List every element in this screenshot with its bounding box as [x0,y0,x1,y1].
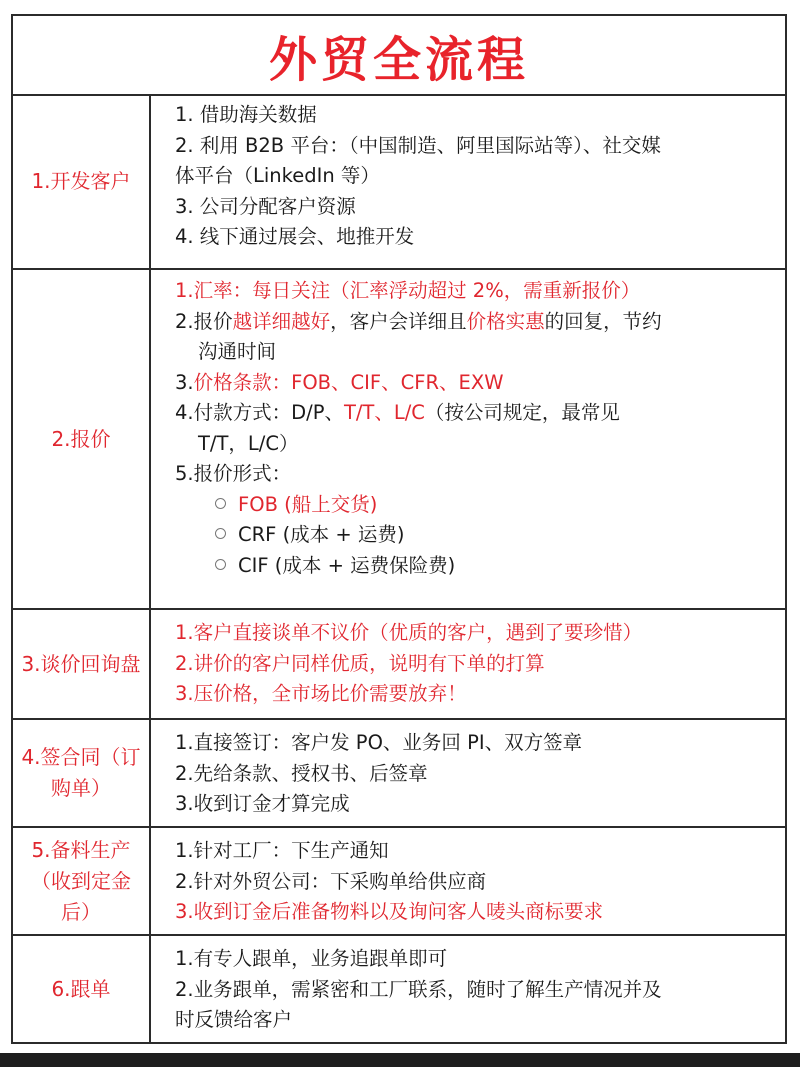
sub-item [175,490,775,521]
list-item: 5.报价形式： [175,462,292,485]
row-develop-customers [13,94,785,270]
row-content [151,828,785,934]
row-content [151,610,785,718]
text: （按公司规定，最常见 [424,401,620,424]
list-item-continuation: 沟通时间 [198,340,277,363]
highlight-text: T/T、L/C [343,401,425,424]
row-content [151,270,785,608]
sub-item-text: FOB (船上交货) [238,492,378,516]
row-label: 6.跟单 [13,936,151,1042]
list-item: 2. 利用 B2B 平台：（中国制造、阿里国际站等）、社交媒 [175,133,661,157]
list-item [175,368,775,399]
list-item [175,307,775,338]
page-title: 外贸全流程 [268,31,529,88]
highlight-text: 价格条款：FOB、CIF、CFR、EXW [193,370,504,394]
bottom-bar [0,1053,800,1067]
list-item: 3.收到订金才算完成 [175,792,350,815]
list-item: 2.业务跟单，需紧密和工厂联系，随时了解生产情况并及 [175,977,662,1001]
row-label: 2.报价 [13,270,151,608]
list-item: 1.直接签订：客户发 PO、业务回 PI、双方签章 [175,731,583,754]
list-item: 3.压价格，全市场比价需要放弃！ [175,682,467,705]
list-item [175,398,775,429]
sub-item-text: CIF (成本 + 运费保险费) [238,553,456,577]
row-content [151,936,785,1042]
list-item: 3.收到订金后准备物料以及询问客人唛头商标要求 [175,900,604,923]
row-label: 5.备料生产（收到定金后） [13,828,151,934]
list-item: 2.针对外贸公司：下采购单给供应商 [175,869,487,893]
circle-bullet-icon [215,498,226,509]
list-item: 3. 公司分配客户资源 [175,194,356,218]
row-production [13,828,785,936]
list-item: 1. 借助海关数据 [175,103,317,126]
row-content [151,94,785,268]
list-item: 1.汇率：每日关注（汇率浮动超过 2%，需重新报价） [175,279,641,302]
list-item: 4. 线下通过展会、地推开发 [175,225,415,248]
list-item: 1.有专人跟单，业务追跟单即可 [175,947,448,970]
highlight-text: 越详细越好 [232,309,331,333]
list-item: 1.针对工厂：下生产通知 [175,839,389,862]
row-quotation [13,270,785,610]
highlight-text: 价格实惠 [466,309,545,333]
title-row [13,16,785,96]
sub-item-text: CRF (成本 + 运费) [238,523,405,546]
process-table [11,14,787,1044]
list-item: 2.先给条款、授权书、后签章 [175,761,428,785]
text: 2.报价 [175,309,233,333]
list-item: 2.讲价的客户同样优质，说明有下单的打算 [175,651,545,675]
circle-bullet-icon [215,528,226,539]
row-contract [13,720,785,828]
row-label: 4.签合同（订购单） [13,720,151,826]
list-item: 1.客户直接谈单不议价（优质的客户，遇到了要珍惜） [175,621,643,644]
text: ，客户会详细且 [330,309,467,333]
list-item: 时反馈给客户 [175,1008,293,1031]
row-label: 3.谈价回询盘 [13,610,151,718]
sub-item [175,520,775,551]
list-item: 体平台（LinkedIn 等） [175,164,380,187]
text: 3. [175,370,194,394]
sub-item [175,551,775,582]
row-content [151,720,785,826]
row-follow-up [13,936,785,1042]
circle-bullet-icon [215,559,226,570]
row-negotiation [13,610,785,720]
text: 的回复，节约 [544,309,662,333]
list-item-continuation: T/T，L/C） [198,431,299,455]
row-label: 1.开发客户 [13,94,151,268]
text: 4.付款方式：D/P、 [175,401,344,424]
